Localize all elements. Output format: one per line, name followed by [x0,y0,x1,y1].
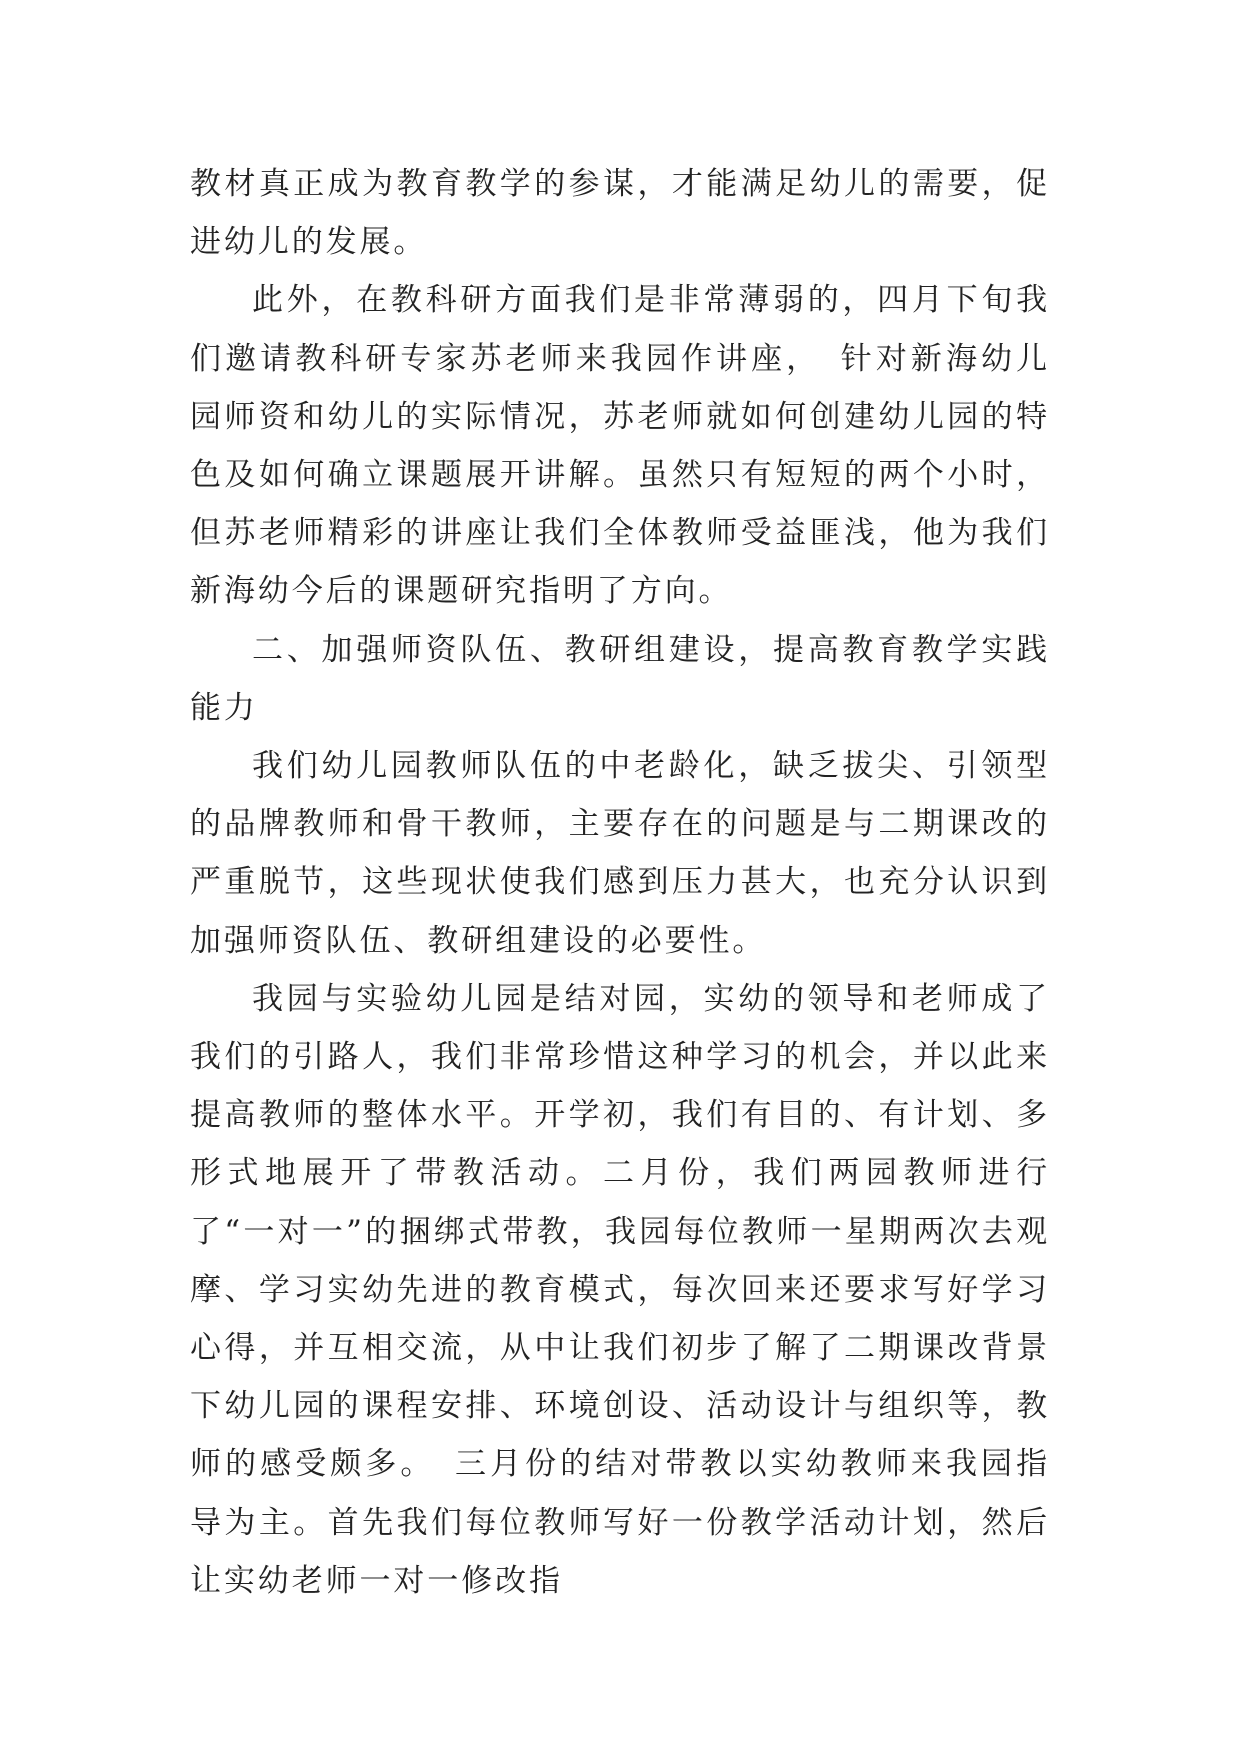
document-body [190,155,1050,1610]
paragraph-continuation: 教材真正成为教育教学的参谋，才能满足幼儿的需要，促进幼儿的发展。 [190,166,1050,261]
paragraph-research-lecture: 此外，在教科研方面我们是非常薄弱的，四月下旬我们邀请教科研专家苏老师来我园作讲座， 针对新海幼儿园师资和幼儿的实际情况，苏老师就如何创建幼儿园的特色及如何确立课题展开讲解。虽然只有短短的两个小时，但苏老师精彩的讲座让我们全体教师受益匪浅，他为我们新海幼今后的课题研究指明了方向。 [190,282,1050,610]
paragraph-teacher-team-status: 我们幼儿园教师队伍的中老龄化，缺乏拔尖、引领型的品牌教师和骨干教师，主要存在的问题是与二期课改的严重脱节，这些现状使我们感到压力甚大，也充分认识到加强师资队伍、教研组建设的必要性。 [190,748,1050,959]
section-heading-teacher-team: 二、加强师资队伍、教研组建设，提高教育教学实践能力 [190,631,1050,726]
paragraph-paired-mentoring: 我园与实验幼儿园是结对园，实幼的领导和老师成了我们的引路人，我们非常珍惜这种学习的机会，并以此来提高教师的整体水平。开学初，我们有目的、有计划、多形式地展开了带教活动。二月份，我们两园教师进行了“一对一”的捆绑式带教，我园每位教师一星期两次去观摩、学习实幼先进的教育模式，每次回来还要求写好学习心得，并互相交流，从中让我们初步了解了二期课改背景下幼儿园的课程安排、环境创设、活动设计与组织等，教师的感受颇多。 三月份的结对带教以实幼教师来我园指导为主。首先我们每位教师写好一份教学活动计划，然后让实幼老师一对一修改指 [190,980,1050,1599]
